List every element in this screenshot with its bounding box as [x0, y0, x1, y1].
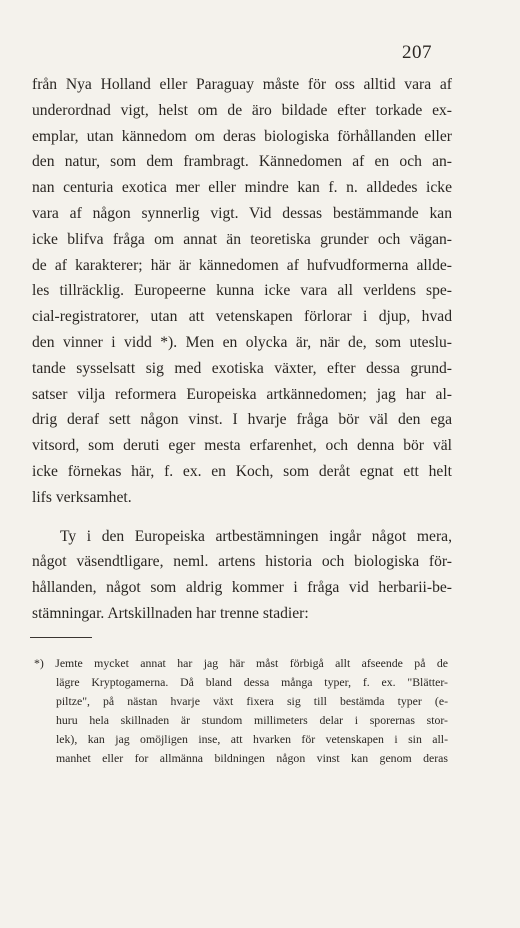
- text-line: något väsendtligare, neml. artens historia och biologiska för-: [32, 553, 452, 571]
- text-line: lifs verksamhet.: [32, 488, 132, 506]
- text-line: den natur, som dem frambragt. Kännedomen af en och an-: [32, 153, 452, 171]
- text-line: de af karakterer; här är kännedomen af hufvudformerna allde-: [32, 256, 452, 274]
- text-line: hållanden, något som aldrig kommer i fråga vid herbarii-be-: [32, 579, 452, 597]
- text-line: Ty i den Europeiska artbestämningen ingår något mera,: [60, 527, 452, 545]
- text-line: från Nya Holland eller Paraguay måste för oss alltid vara af: [32, 76, 452, 93]
- text-line: nan centuria exotica mer eller mindre kan f. n. alldedes icke: [32, 179, 452, 197]
- text-line: satser vilja reformera Europeiska artkännedomen; jag har al-: [32, 385, 452, 403]
- paragraph-2: [32, 524, 452, 627]
- footnote-line: lek), kan jag omöjligen inse, att hvarken för vetenskapen i sin all-: [56, 732, 448, 746]
- text-line: les tillräcklig. Europeerne kunna icke vara all verldens spe-: [32, 282, 452, 300]
- footnote-line: lägre Kryptogamerna. Då bland dessa många typer, f. ex. "Blätter-: [56, 675, 448, 689]
- text-line: drig deraf sett någon vinst. I hvarje fråga bör väl den ega: [32, 411, 452, 429]
- footnote-line: huru hela skillnaden är stundom millimeters delar i sporernas stor-: [56, 713, 448, 727]
- text-line: stämningar. Artskillnaden har trenne stadier:: [32, 604, 309, 622]
- page-number: 207: [402, 42, 432, 63]
- footnote: [34, 654, 448, 768]
- text-line: underordnad vigt, helst om de äro bildade efter torkade ex-: [32, 101, 452, 119]
- footnote-line: manhet eller for allmänna bildningen någon vinst kan genom deras: [56, 751, 448, 765]
- paragraph-1: [32, 72, 452, 511]
- text-line: icke blifva fråga om annat än teoretiska grunder och vägan-: [32, 230, 452, 248]
- text-line: vara af någon synnerlig vigt. Vid dessas bestämmande kan: [32, 204, 452, 222]
- footnote-line: piltze", på nästan hvarje växt fixera sig till bestämda typer (e-: [56, 694, 448, 708]
- text-line: vitsord, som deruti eger mesta erfarenhet, och denna bör väl: [32, 437, 452, 455]
- main-text: [32, 72, 452, 627]
- footnote-divider: [30, 637, 92, 638]
- text-line: cial-registratorer, utan att vetenskapen förlorar i djup, hvad: [32, 308, 452, 326]
- text-line: tande sysselsatt sig med exotiska växter, efter dessa grund-: [32, 359, 452, 377]
- footnote-line: *) Jemte mycket annat har jag här måst förbigå allt afseende på de: [34, 656, 448, 670]
- text-line: icke förnekas här, f. ex. en Koch, som deråt egnat ett helt: [32, 462, 452, 480]
- text-line: emplar, utan kännedom om deras biologiska förhållanden eller: [32, 127, 452, 145]
- paragraph-gap: [32, 511, 452, 524]
- text-line: den vinner i vidd *). Men en olycka är, när de, som uteslu-: [32, 333, 452, 351]
